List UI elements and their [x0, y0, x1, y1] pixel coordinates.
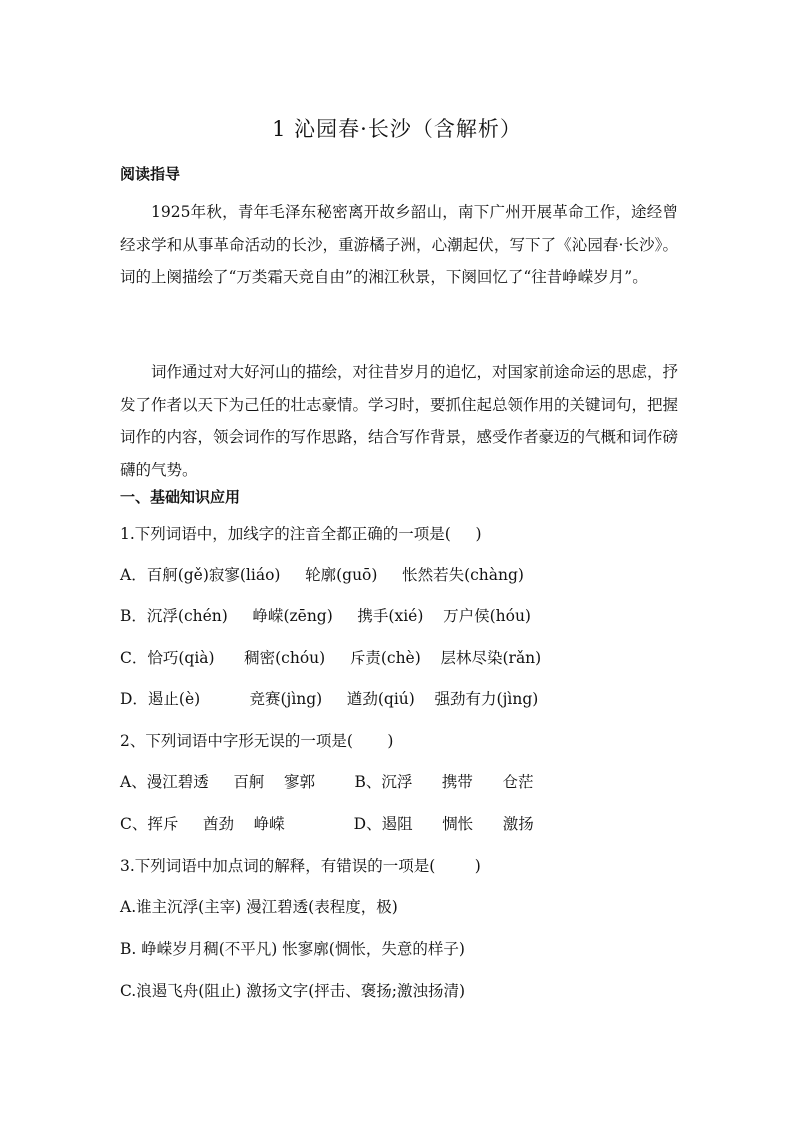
- question-1-option-c: C．恰巧(qià) 稠密(chóu) 斥责(chè) 层林尽染(rǎn): [120, 649, 542, 667]
- question-3-stem: 3.下列词语中加点词的解释，有错误的一项是( ): [120, 857, 481, 875]
- question-1-stem: 1.下列词语中，加线字的注音全都正确的一项是( ): [120, 525, 482, 543]
- question-3-option-a: A.谁主沉浮(主宰) 漫江碧透(表程度，极): [120, 898, 398, 916]
- reading-guide-paragraph-2: 词作通过对大好河山的描绘，对往昔岁月的追忆，对国家前途命运的思虑，抒发了作者以天下为己任的壮志豪情。学习时，要抓住起总领作用的关键词句，把握词作的内容，领会词作的写作思路，结合写作背景，感受作者豪迈的气概和词作磅礴的气势。: [120, 363, 679, 479]
- question-2-stem: 2、下列词语中字形无误的一项是( ): [120, 732, 394, 750]
- section-1-heading: 一、基础知识应用: [120, 488, 241, 506]
- question-2-options-ab: A、漫江碧透 百舸 寥郭 B、沉浮 携带 仓茫: [120, 773, 534, 791]
- question-1-option-a: A．百舸(gě)寂寥(liáo) 轮廓(guō) 怅然若失(chàng): [120, 566, 524, 584]
- question-1-option-d: D．遏止(è) 竞赛(jìng) 遒劲(qiú) 强劲有力(jìng): [120, 690, 539, 708]
- page-title: 1 沁园春·长沙（含解析）: [272, 117, 522, 141]
- question-3-option-c: C.浪遏飞舟(阻止) 激扬文字(抨击、褒扬;激浊扬清): [120, 982, 466, 1000]
- reading-guide-paragraph-1: 1925年秋，青年毛泽东秘密离开故乡韶山，南下广州开展革命工作，途经曾经求学和从事革命活动的长沙，重游橘子洲，心潮起伏，写下了《沁园春·长沙》。词的上阕描绘了“万类霜天竞自由”的湘江秋景，下阕回忆了“往昔峥嵘岁月”。: [120, 203, 678, 286]
- reading-guide-heading: 阅读指导: [120, 165, 181, 183]
- question-1-option-b: B．沉浮(chén) 峥嵘(zēng) 携手(xié) 万户侯(hóu): [120, 607, 531, 625]
- question-2-options-cd: C、挥斥 酋劲 峥嵘 D、遏阻 惆怅 激扬: [120, 815, 534, 833]
- question-3-option-b: B. 峥嵘岁月稠(不平凡) 怅寥廓(惆怅，失意的样子): [120, 940, 465, 958]
